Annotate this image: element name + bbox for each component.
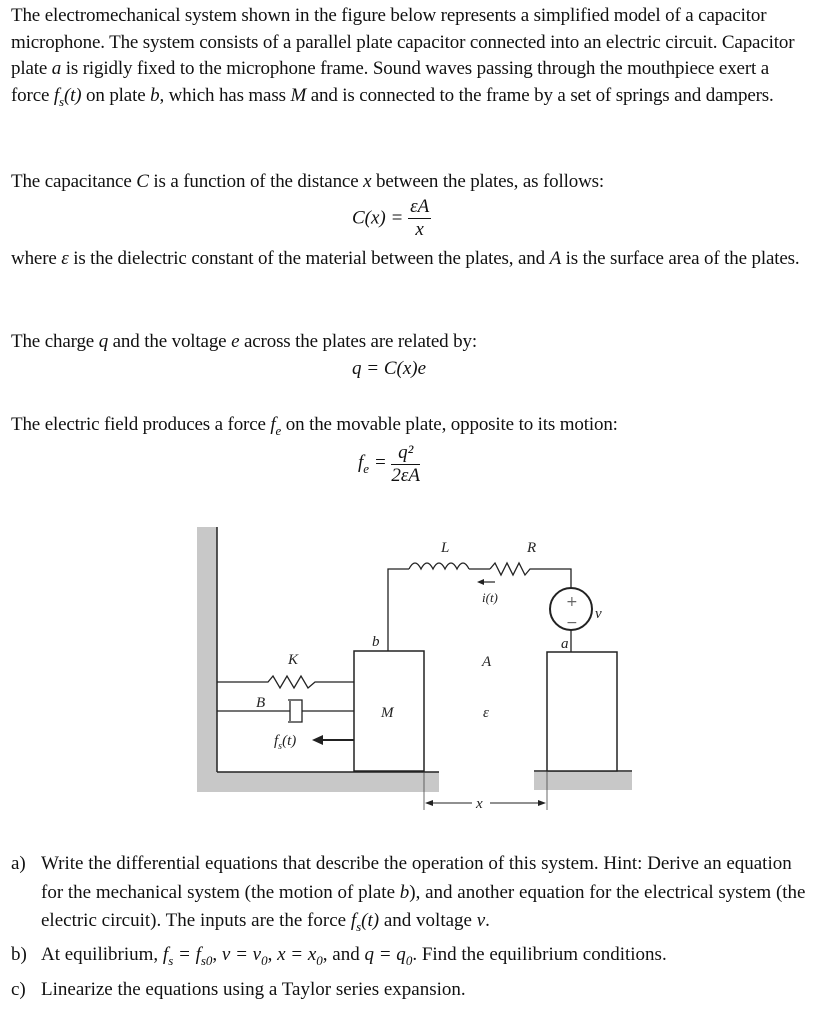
question-text (41, 941, 811, 975)
text: , which has mass (159, 84, 291, 106)
var-a: a (51, 58, 62, 79)
text: is the surface area of the plates. (561, 248, 800, 269)
frame-floor-left (197, 772, 439, 792)
eq-lhs: C(x) = (352, 207, 404, 229)
force-equation (358, 442, 420, 487)
eq-fs: f (162, 944, 169, 966)
sub: 0 (316, 953, 323, 969)
text: is rigidly fixed to the microphone frame. Sound waves passing through the mouthpiece exert a force (11, 58, 770, 106)
numerator: q² (391, 442, 420, 465)
text: , and (322, 944, 365, 966)
var-sub: e (275, 422, 282, 438)
var-q: q (98, 331, 109, 352)
microphone-diagram (190, 520, 640, 820)
text: where (11, 248, 62, 269)
var-b: b (150, 84, 160, 106)
field-paragraph (11, 412, 811, 444)
question-b (11, 941, 811, 975)
text: The charge (11, 331, 99, 352)
where-paragraph (11, 246, 811, 273)
text: is a function of the distance (148, 171, 364, 192)
var-A: A (549, 248, 562, 269)
label-A: A (482, 654, 492, 670)
text: between the plates, as follows: (371, 171, 605, 192)
question-c (11, 976, 811, 1005)
resistor-R (490, 563, 571, 588)
text: . Find the equilibrium conditions. (412, 944, 667, 966)
denominator: 2εA (391, 465, 420, 486)
label-a: a (561, 636, 569, 652)
var-f: f (270, 414, 276, 435)
eq-sub: e (363, 460, 370, 476)
eq-equals: = (369, 452, 387, 474)
text: The electric field produces a force (11, 414, 271, 435)
var-v: v (476, 910, 486, 931)
eq-q: q = q (364, 944, 406, 966)
dim-arrow-right-icon (538, 800, 546, 806)
label-b: b (372, 634, 380, 650)
eq-x: x = x (277, 944, 317, 966)
plate-a (547, 652, 617, 771)
text: across the plates are related by: (239, 331, 477, 352)
text: and is connected to the frame by a set of springs and dampers. (306, 84, 774, 106)
sub: s0 (200, 953, 213, 969)
spring-K (217, 676, 354, 688)
numerator: εA (410, 196, 430, 217)
charge-equation: q = C(x)e (352, 358, 427, 379)
text: The capacitance (11, 171, 137, 192)
var-arg: (t) (63, 84, 82, 106)
var-epsilon: ε (61, 248, 69, 269)
label-R: R (527, 540, 537, 556)
text: and the voltage (108, 331, 232, 352)
force-arrow-icon (312, 735, 323, 745)
intro-paragraph (11, 3, 811, 115)
var-C: C (136, 171, 149, 192)
eq-f: f (358, 452, 364, 474)
text: At equilibrium, (41, 944, 163, 966)
text: on the movable plate, opposite to its motion: (281, 414, 618, 435)
capacitance-paragraph (11, 169, 811, 196)
eq-rhs: = f (173, 944, 201, 966)
label-B: B (256, 695, 266, 711)
var-b: b (399, 881, 410, 903)
text: is the dielectric constant of the material between the plates, and (68, 248, 550, 269)
frame-wall (197, 527, 217, 792)
label-fs: $f_s(t)$ (274, 733, 297, 752)
frame-floor-right (534, 772, 632, 790)
denominator: x (415, 219, 424, 240)
var-f: f (53, 84, 60, 106)
text: , (212, 944, 222, 966)
text: The electromechanical system shown in the figure below represents a simplified model of a capacitor microphone. The system consists of a parallel plate capacitor connected into an electric circuit. Capacitor plate (11, 5, 795, 79)
capacitance-equation (352, 196, 431, 241)
var-sub: s (356, 918, 362, 934)
text: and voltage (379, 910, 477, 931)
sub: s (168, 953, 174, 969)
charge-paragraph (11, 329, 811, 356)
fraction (408, 196, 431, 241)
var-arg: (t) (361, 910, 380, 931)
sub: 0 (261, 953, 268, 969)
question-text: Linearize the equations using a Taylor series expansion. (41, 978, 466, 1000)
question-a (11, 850, 811, 941)
label-K: K (288, 652, 299, 668)
dim-arrow-left-icon (425, 800, 433, 806)
question-text (41, 850, 811, 941)
list-marker: c) (11, 978, 26, 1000)
sub: 0 (405, 953, 413, 969)
label-L: L (441, 540, 450, 556)
label-M: M (381, 705, 394, 721)
text: Write the differential equations that describe the operation of this system. Hint: Derive an equation for the mechanical system (the motion of plate (41, 853, 792, 903)
label-current: i(t) (482, 590, 498, 605)
fraction (391, 442, 420, 487)
var-e: e (231, 331, 240, 352)
minus-sign: − (566, 615, 578, 631)
eq-v: v = v (221, 944, 262, 966)
var-sub: s (59, 93, 64, 109)
list-marker: a) (11, 853, 26, 874)
label-x: x (476, 796, 483, 812)
current-arrow-icon (477, 579, 484, 585)
label-v: v (595, 606, 602, 622)
text: on plate (81, 84, 151, 106)
text: . (485, 910, 490, 931)
var-M: M (290, 84, 307, 106)
label-epsilon: ε (483, 705, 489, 721)
list-marker: b) (11, 944, 27, 966)
text: , (267, 944, 278, 966)
text: ), and another equation for the electrical system (the electric circuit). The inputs are the force (41, 881, 806, 931)
question-list (11, 850, 811, 1004)
var-x: x (363, 171, 372, 192)
var-f: f (350, 910, 357, 931)
inductor-L (409, 563, 469, 569)
plus-sign: + (566, 594, 578, 610)
